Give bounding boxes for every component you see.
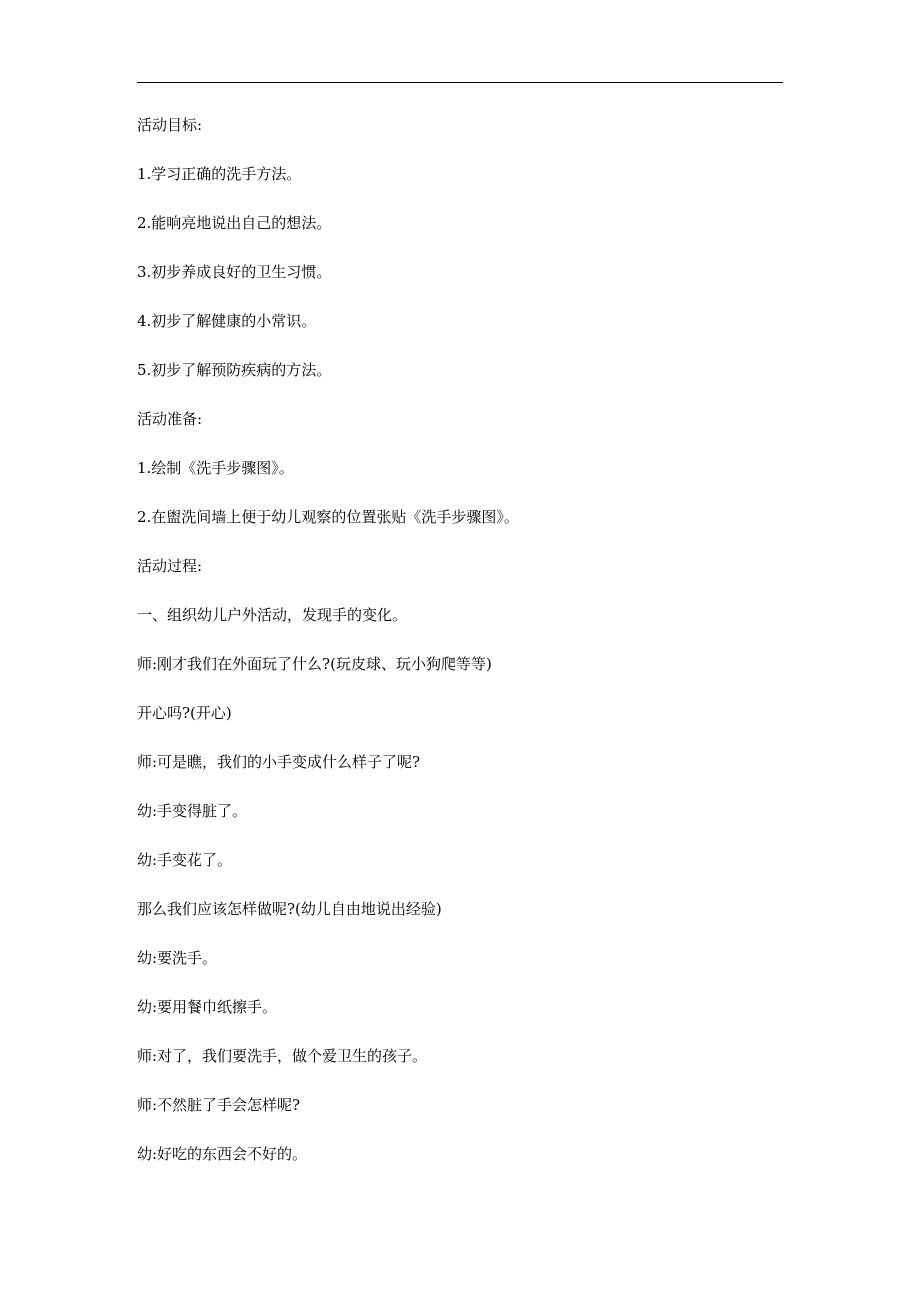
section-heading-preparation: 活动准备: xyxy=(137,410,203,428)
dialogue-line: 师:刚才我们在外面玩了什么?(玩皮球、玩小狗爬等等) xyxy=(137,655,492,673)
dialogue-line: 幼:手变得脏了。 xyxy=(137,802,248,820)
document-body xyxy=(137,111,783,1189)
goal-item: 5.初步了解预防疾病的方法。 xyxy=(137,361,332,379)
section-heading-goals: 活动目标: xyxy=(137,116,203,134)
dialogue-line: 幼:好吃的东西会不好的。 xyxy=(137,1145,308,1163)
dialogue-line: 幼:手变花了。 xyxy=(137,851,233,869)
dialogue-line: 幼:要用餐巾纸擦手。 xyxy=(137,998,278,1016)
section-heading-process: 活动过程: xyxy=(137,557,203,575)
goal-item: 1.学习正确的洗手方法。 xyxy=(137,165,302,183)
preparation-item: 1.绘制《洗手步骤图》。 xyxy=(137,459,294,477)
header-rule xyxy=(137,82,783,83)
dialogue-line: 师:对了，我们要洗手，做个爱卫生的孩子。 xyxy=(137,1047,428,1065)
goal-item: 3.初步养成良好的卫生习惯。 xyxy=(137,263,332,281)
dialogue-line: 师:可是瞧，我们的小手变成什么样子了呢? xyxy=(137,753,421,771)
goal-item: 2.能响亮地说出自己的想法。 xyxy=(137,214,332,232)
preparation-item: 2.在盥洗间墙上便于幼儿观察的位置张贴《洗手步骤图》。 xyxy=(137,508,519,526)
dialogue-line: 幼:要洗手。 xyxy=(137,949,218,967)
dialogue-line: 师:不然脏了手会怎样呢? xyxy=(137,1096,301,1114)
goal-item: 4.初步了解健康的小常识。 xyxy=(137,312,317,330)
dialogue-line: 那么我们应该怎样做呢?(幼儿自由地说出经验) xyxy=(137,900,442,918)
dialogue-line: 开心吗?(开心) xyxy=(137,704,232,722)
process-step-heading: 一、组织幼儿户外活动，发现手的变化。 xyxy=(137,606,408,624)
